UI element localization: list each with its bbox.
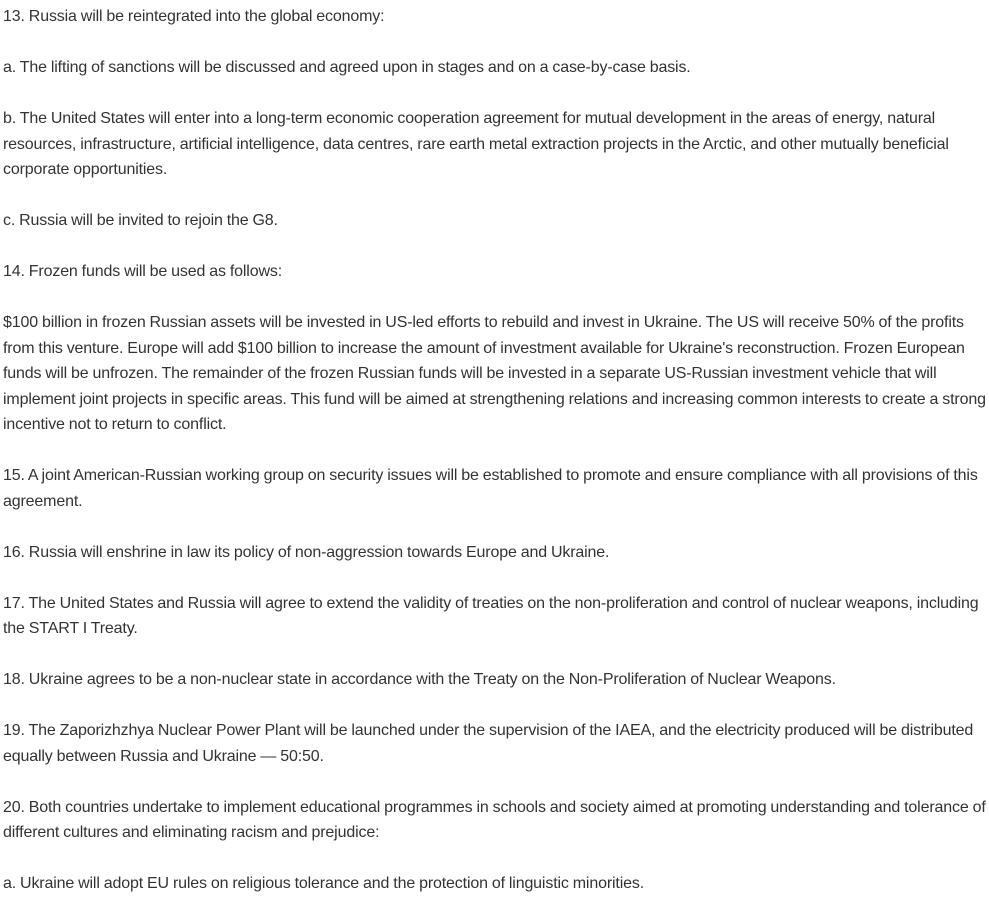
paragraph: a. Ukraine will adopt EU rules on religious tolerance and the protection of linguistic minorities.: [3, 875, 644, 892]
paragraph: 20. Both countries undertake to implement educational programmes in schools and society aimed at promoting understanding and tolerance of different cultures and eliminating racism and prejudice:: [3, 798, 986, 841]
paragraph: a. The lifting of sanctions will be discussed and agreed upon in stages and on a case-by-case basis.: [3, 59, 691, 76]
paragraph: 15. A joint American-Russian working group on security issues will be established to promote and ensure compliance with all provisions of this agreement.: [3, 467, 978, 510]
paragraph: 17. The United States and Russia will agree to extend the validity of treaties on the non-proliferation and control of nuclear weapons, including the START I Treaty.: [3, 594, 979, 637]
paragraph: 19. The Zaporizhzhya Nuclear Power Plant will be launched under the supervision of the IAEA, and the electricity produced will be distributed equally between Russia and Ukraine — 50:50.: [3, 722, 974, 765]
paragraph: c. Russia will be invited to rejoin the G8.: [3, 212, 278, 229]
paragraph: 16. Russia will enshrine in law its policy of non-aggression towards Europe and Ukraine.: [3, 543, 610, 561]
paragraph: b. The United States will enter into a long-term economic cooperation agreement for mutual development in the areas of energy, natural resources, infrastructure, artificial intelligence, data centres, rare earth metal extraction projects in the Arctic, and other mutually beneficial corporate opportunities.: [3, 110, 949, 178]
paragraph: 14. Frozen funds will be used as follows:: [3, 263, 283, 280]
paragraph: 18. Ukraine agrees to be a non-nuclear state in accordance with the Treaty on the Non-Proliferation of Nuclear Weapons.: [3, 671, 836, 688]
paragraph: $100 billion in frozen Russian assets will be invested in US-led efforts to rebuild and invest in Ukraine. The US will receive 50% of the profits from this venture. Europe will add $100 billion to increase the amount of investment available for Ukraine's reconstruction. Frozen European funds will be unfrozen. The remainder of the frozen Russian funds will be invested in a separate US-Russian investment vehicle that will implement joint projects in specific areas. This fund will be aimed at strengthening relations and increasing common interests to create a strong incentive not to return to conflict.: [3, 314, 986, 433]
paragraph: 13. Russia will be reintegrated into the global economy:: [3, 8, 385, 25]
